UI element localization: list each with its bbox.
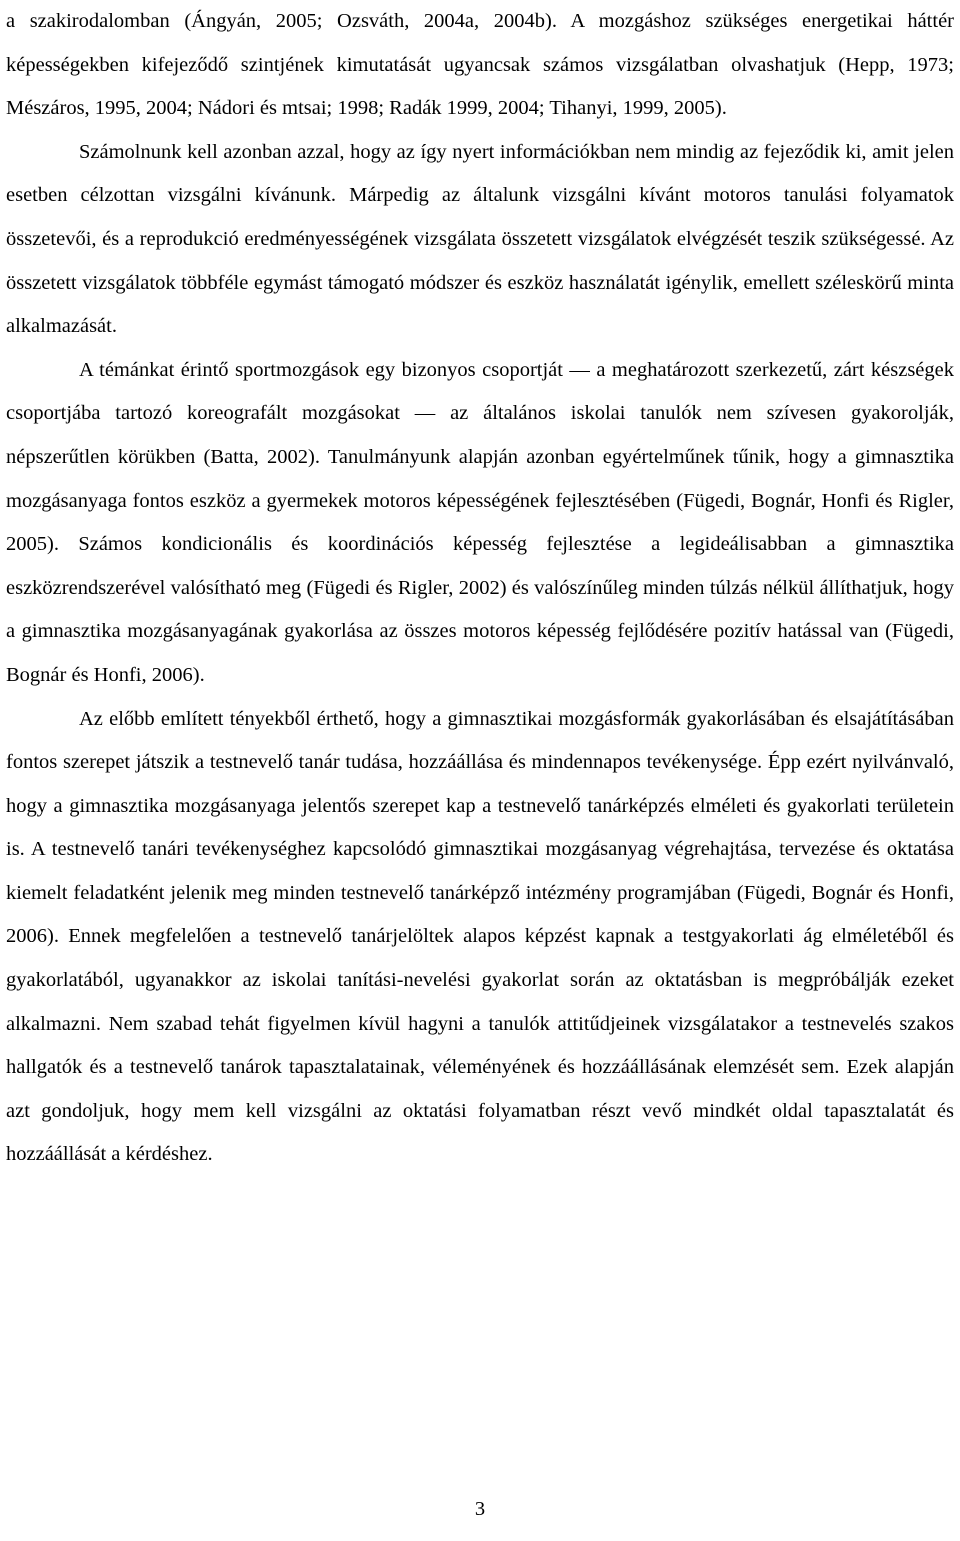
document-body (6, 0, 954, 1177)
paragraph-teacher-role: Az előbb említett tényekből érthető, hogy a gimnasztikai mozgásformák gyakorlásában és elsajátításában fontos szerepet játszik a testnevelő tanár tudása, hozzáállása és mindennapos tevékenysége. Épp ezért nyilvánvaló, hogy a gimnasztika mozgásanyaga jelentős szerepet kap a testnevelő tanárképzés elméleti és gyakorlati területein is. A testnevelő tanári tevékenységhez kapcsolódó gimnasztikai mozgásanyag végrehajtása, tervezése és oktatása kiemelt feladatként jelenik meg minden testnevelő tanárképző intézmény programjában (Fügedi, Bognár és Honfi, 2006). Ennek megfelelően a testnevelő tanárjelöltek alapos képzést kapnak a testgyakorlati ág elméletéből és gyakorlatából, ugyanakkor az iskolai tanítási-nevelési gyakorlat során az oktatásban is megpróbálják ezeket alkalmazni. Nem szabad tehát figyelmen kívül hagyni a tanulók attitűdjeinek vizsgálatakor a testnevelés szakos hallgatók és a testnevelő tanárok tapasztalatainak, véleményének és hozzáállásának elemzését sem. Ezek alapján azt gondoljuk, hogy mem kell vizsgálni az oktatási folyamatban részt vevő mindkét oldal tapasztalatát és hozzáállását a kérdéshez. (6, 707, 954, 1166)
paragraph-continuation: a szakirodalomban (Ángyán, 2005; Ozsváth, 2004a, 2004b). A mozgáshoz szükséges energetikai háttér képességekben kifejeződő szintjének kimutatását ugyancsak számos vizsgálatban olvashatjuk (Hepp, 1973; Mészáros, 1995, 2004; Nádori és mtsai; 1998; Radák 1999, 2004; Tihanyi, 1999, 2005). (6, 10, 954, 120)
paragraph-measurement-considerations: Számolnunk kell azonban azzal, hogy az így nyert információkban nem mindig az fejeződik ki, amit jelen esetben célzottan vizsgálni kívánunk. Márpedig az általunk vizsgálni kívánt motoros tanulási folyamatok összetevői, és a reprodukció eredményességének vizsgálata összetett vizsgálatok elvégzését teszik szükségessé. Az összetett vizsgálatok többféle egymást támogató módszer és eszköz használatát igénylik, emellett széleskörű minta alkalmazását. (6, 140, 954, 338)
paragraph-gymnastics-importance: A témánkat érintő sportmozgások egy bizonyos csoportját — a meghatározott szerkezetű, zárt készségek csoportjába tartozó koreografált mozgásokat — az általános iskolai tanulók nem szívesen gyakorolják, népszerűtlen körükben (Batta, 2002). Tanulmányunk alapján azonban egyértelműnek tűnik, hogy a gimnasztika mozgásanyaga fontos eszköz a gyermekek motoros képességének fejlesztésében (Fügedi, Bognár, Honfi és Rigler, 2005). Számos kondicionális és koordinációs képesség fejlesztése a legideálisabban a gimnasztika eszközrendszerével valósítható meg (Fügedi és Rigler, 2002) és valószínűleg minden túlzás nélkül állíthatjuk, hogy a gimnasztika mozgásanyagának gyakorlása az összes motoros képesség fejlődésére pozitív hatással van (Fügedi, Bognár és Honfi, 2006). (6, 358, 954, 686)
page-number: 3 (474, 1498, 486, 1520)
